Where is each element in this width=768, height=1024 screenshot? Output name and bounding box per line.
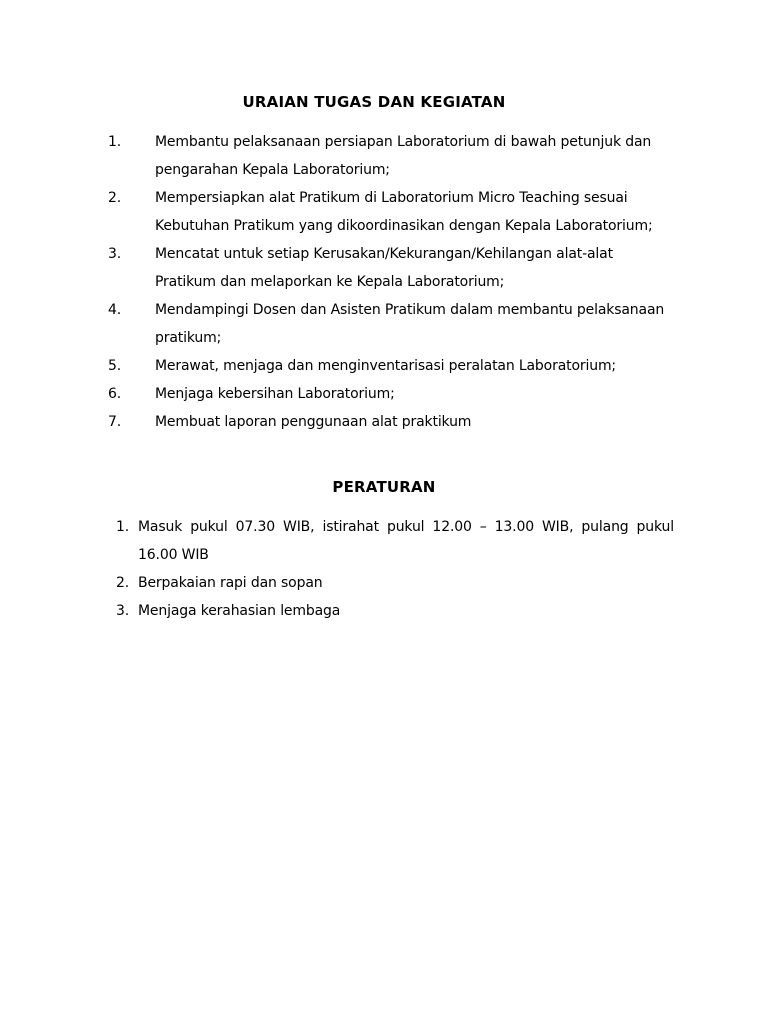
list-item	[0, 513, 768, 569]
list-item-text: Menjaga kebersihan Laboratorium;	[155, 386, 395, 402]
section-title-peraturan: PERATURAN	[332, 478, 436, 496]
list-item	[0, 184, 768, 240]
list-item	[0, 240, 768, 296]
list-item-text: Membantu pelaksanaan persiapan Laboratorium di bawah petunjuk dan pengarahan Kepala Laboratorium;	[155, 134, 652, 178]
list-item-number: 1.	[116, 519, 130, 535]
list-item	[0, 296, 768, 352]
list-item-number: 2.	[116, 575, 130, 591]
list-item	[0, 597, 768, 625]
list-item-text: Merawat, menjaga dan menginventarisasi peralatan Laboratorium;	[155, 358, 616, 374]
list-item-text: Mencatat untuk setiap Kerusakan/Kekurangan/Kehilangan alat-alat Pratikum dan melaporkan ke Kepala Laboratorium;	[155, 246, 613, 290]
list-item-number: 7.	[108, 414, 122, 430]
rules-list	[0, 513, 768, 625]
list-item-number: 6.	[108, 386, 122, 402]
list-item-number: 5.	[108, 358, 122, 374]
list-item-text: Masuk pukul 07.30 WIB, istirahat pukul 12.00 – 13.00 WIB, pulang pukul 16.00 WIB	[138, 519, 674, 563]
list-item-text: Mempersiapkan alat Pratikum di Laboratorium Micro Teaching sesuai Kebutuhan Pratikum yang dikoordinasikan dengan Kepala Laboratorium;	[155, 190, 653, 234]
list-item	[0, 352, 768, 380]
list-item-text: Menjaga kerahasian lembaga	[138, 603, 341, 619]
list-item-text: Berpakaian rapi dan sopan	[138, 575, 323, 591]
list-item-number: 3.	[108, 246, 122, 262]
list-item	[0, 128, 768, 184]
section-title-uraian-tugas: URAIAN TUGAS DAN KEGIATAN	[242, 93, 506, 111]
list-item	[0, 380, 768, 408]
list-item	[0, 408, 768, 436]
list-item-number: 4.	[108, 302, 122, 318]
list-item-number: 1.	[108, 134, 122, 150]
list-item-number: 2.	[108, 190, 122, 206]
list-item-number: 3.	[116, 603, 130, 619]
list-item-text: Membuat laporan penggunaan alat praktikum	[155, 414, 472, 430]
list-item-text: Mendampingi Dosen dan Asisten Pratikum dalam membantu pelaksanaan pratikum;	[155, 302, 665, 346]
list-item	[0, 569, 768, 597]
task-list	[0, 128, 768, 436]
